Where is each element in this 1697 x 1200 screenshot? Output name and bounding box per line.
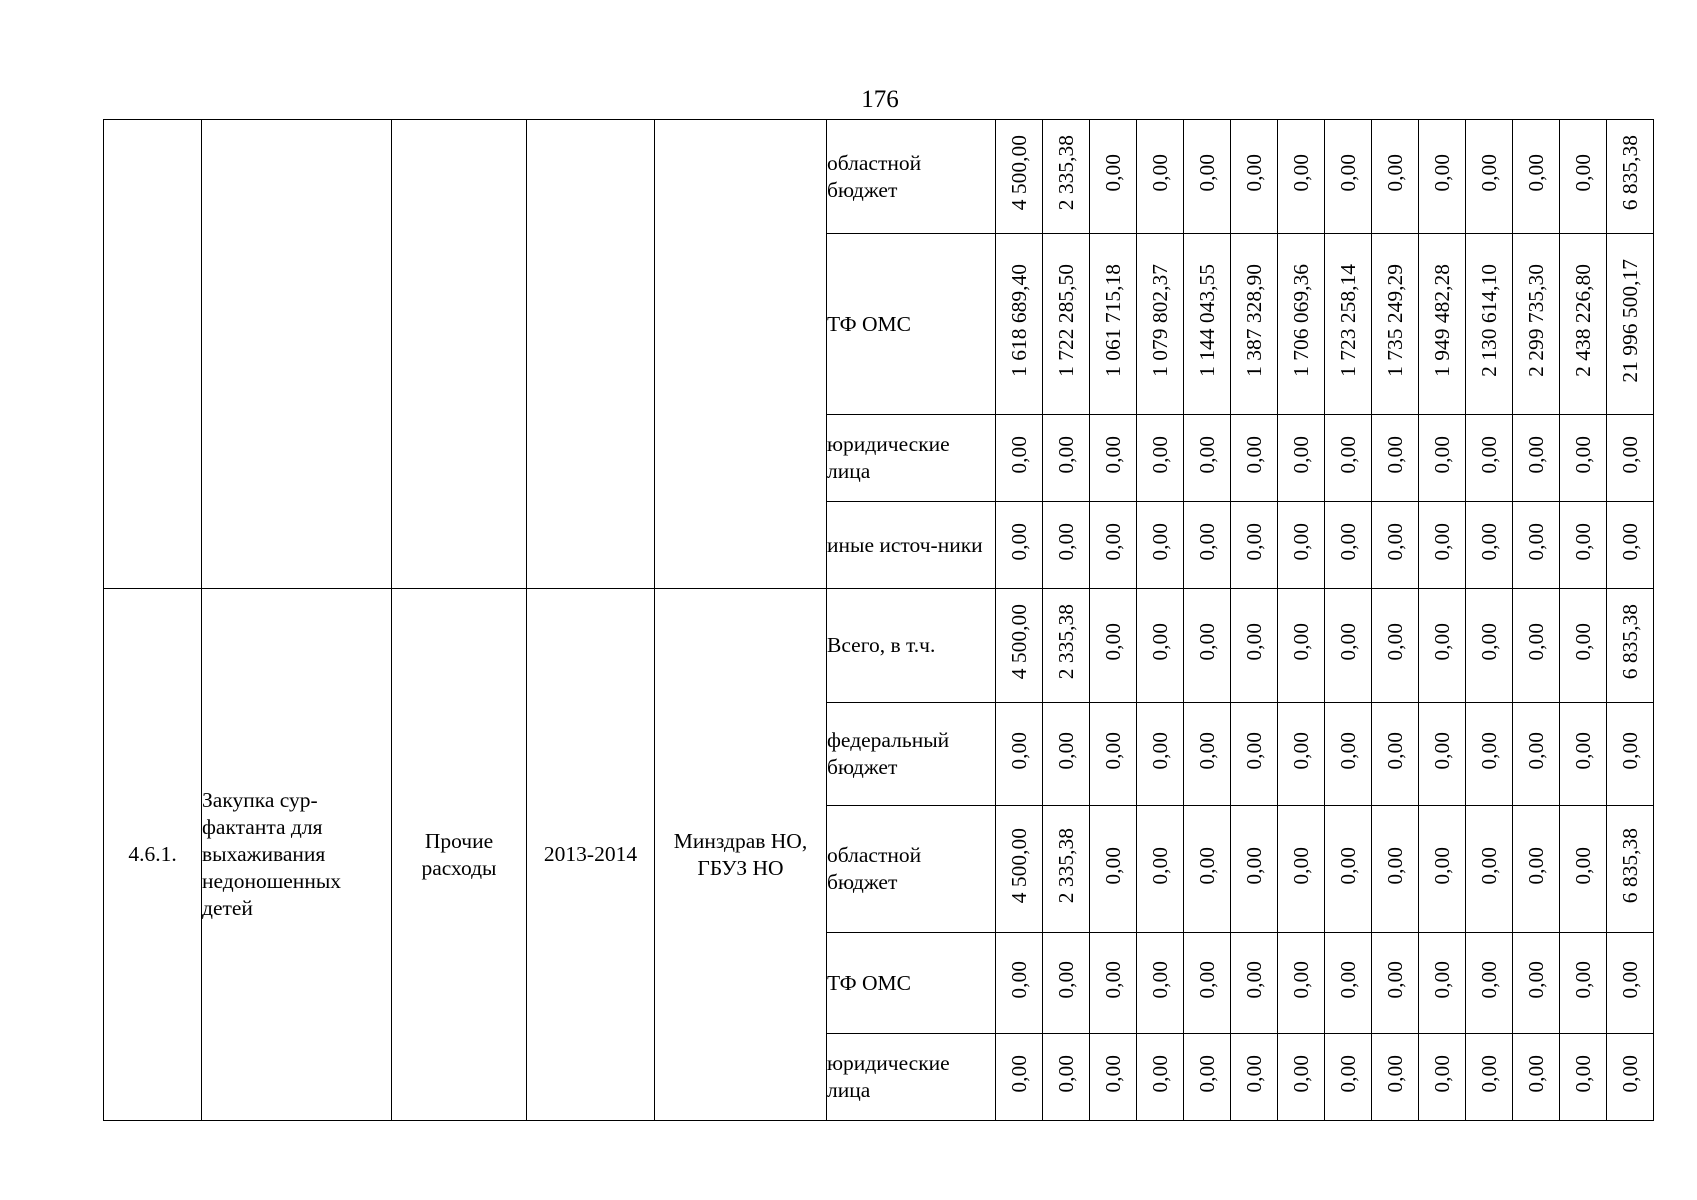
amount-total-cell: 0,00 [1617,731,1642,770]
amount-cell: 0,00 [1147,1054,1172,1093]
amount-cell: 0,00 [1335,846,1360,885]
amount-cell: 0,00 [1523,154,1548,192]
amount-cell: 0,00 [1194,435,1219,474]
amount-cell: 2 335,38 [1053,827,1078,904]
amount-total-cell: 0,00 [1617,435,1642,474]
cont-name-cell [202,120,392,589]
amount-cell: 0,00 [1053,435,1078,474]
amount-cell: 0,00 [1429,1054,1454,1093]
amount-cell: 0,00 [1335,623,1360,661]
cont-executor-cell [655,120,827,589]
amount-cell: 0,00 [1100,522,1125,561]
amount-cell: 0,00 [1570,522,1595,561]
amount-cell: 0,00 [1476,846,1501,885]
cont-row-oblast [104,120,1654,234]
amount-cell: 0,00 [1429,846,1454,885]
amount-cell: 0,00 [1241,623,1266,661]
amount-cell: 0,00 [1476,960,1501,999]
funding-source: ТФ ОМС [827,933,996,1034]
amount-cell: 0,00 [1053,1054,1078,1093]
amount-total-cell: 6 835,38 [1617,604,1642,680]
amount-cell: 0,00 [1006,522,1031,561]
amount-cell: 0,00 [1570,1054,1595,1093]
item-number: 4.6.1. [104,589,202,1121]
cont-number-cell [104,120,202,589]
amount-cell: 0,00 [1100,435,1125,474]
amount-cell: 0,00 [1335,1054,1360,1093]
amount-cell: 0,00 [1147,960,1172,999]
amount-cell: 0,00 [1382,1054,1407,1093]
amount-cell: 4 500,00 [1006,604,1031,680]
amount-cell: 0,00 [1288,154,1313,192]
amount-cell: 1 949 482,28 [1429,264,1454,377]
amount-cell: 0,00 [1006,435,1031,474]
amount-cell: 1 144 043,55 [1194,264,1219,377]
amount-total-cell: 6 835,38 [1617,827,1642,904]
amount-cell: 0,00 [1194,623,1219,661]
amount-cell: 0,00 [1100,154,1125,192]
amount-cell: 0,00 [1241,435,1266,474]
amount-cell: 0,00 [1523,846,1548,885]
amount-cell: 0,00 [1476,435,1501,474]
amount-cell: 0,00 [1335,960,1360,999]
amount-cell: 0,00 [1100,960,1125,999]
amount-cell: 0,00 [1476,623,1501,661]
amount-cell: 0,00 [1570,960,1595,999]
amount-cell: 0,00 [1335,435,1360,474]
funding-source: Всего, в т.ч. [827,589,996,703]
funding-source: юридические лица [827,1034,996,1121]
amount-cell: 0,00 [1523,1054,1548,1093]
amount-cell: 0,00 [1570,435,1595,474]
amount-cell: 0,00 [1241,960,1266,999]
cont-expense-cell [392,120,527,589]
amount-cell: 0,00 [1006,960,1031,999]
amount-cell: 0,00 [1241,154,1266,192]
amount-cell: 0,00 [1147,522,1172,561]
item-row-total [104,589,1654,703]
amount-cell: 0,00 [1382,435,1407,474]
amount-cell: 0,00 [1382,522,1407,561]
amount-total-cell: 0,00 [1617,522,1642,561]
amount-cell: 0,00 [1053,960,1078,999]
amount-cell: 1 061 715,18 [1100,264,1125,377]
funding-source: областной бюджет [827,120,996,234]
amount-cell: 0,00 [1476,522,1501,561]
amount-cell: 1 079 802,37 [1147,264,1172,377]
amount-cell: 2 335,38 [1053,135,1078,211]
amount-cell: 0,00 [1476,1054,1501,1093]
funding-source: ТФ ОМС [827,234,996,415]
funding-source: иные источ-ники [827,502,996,589]
amount-total-cell: 0,00 [1617,960,1642,999]
amount-cell: 1 706 069,36 [1288,264,1313,377]
amount-cell: 2 130 614,10 [1476,264,1501,377]
amount-cell: 0,00 [1523,435,1548,474]
amount-cell: 0,00 [1429,435,1454,474]
item-name: Закупка сур-фактанта для выхаживания недоношенных детей [202,589,392,1121]
amount-cell: 0,00 [1194,154,1219,192]
funding-source: областной бюджет [827,806,996,933]
amount-cell: 0,00 [1288,846,1313,885]
amount-cell: 0,00 [1147,731,1172,770]
amount-cell: 0,00 [1288,522,1313,561]
item-executor: Минздрав НО, ГБУЗ НО [655,589,827,1121]
amount-cell: 2 299 735,30 [1523,264,1548,377]
amount-cell: 0,00 [1100,731,1125,770]
amount-total-cell: 6 835,38 [1617,135,1642,211]
amount-cell: 0,00 [1147,623,1172,661]
amount-cell: 1 735 249,29 [1382,264,1407,377]
amount-cell: 4 500,00 [1006,827,1031,904]
amount-cell: 4 500,00 [1006,135,1031,211]
amount-cell: 2 335,38 [1053,604,1078,680]
funding-source: федеральный бюджет [827,703,996,806]
amount-cell: 0,00 [1476,154,1501,192]
amount-cell: 0,00 [1523,960,1548,999]
item-expense-type: Прочие расходы [392,589,527,1121]
amount-cell: 0,00 [1335,154,1360,192]
amount-cell: 0,00 [1241,522,1266,561]
amount-cell: 0,00 [1382,960,1407,999]
amount-cell: 0,00 [1147,435,1172,474]
amount-cell: 0,00 [1570,731,1595,770]
page-number: 176 [861,86,899,113]
amount-cell: 0,00 [1288,1054,1313,1093]
amount-cell: 0,00 [1053,731,1078,770]
amount-cell: 0,00 [1241,731,1266,770]
amount-cell: 0,00 [1429,623,1454,661]
amount-cell: 0,00 [1429,154,1454,192]
amount-cell: 0,00 [1523,731,1548,770]
amount-cell: 0,00 [1429,522,1454,561]
amount-cell: 0,00 [1429,960,1454,999]
amount-cell: 0,00 [1570,846,1595,885]
amount-cell: 0,00 [1335,731,1360,770]
amount-cell: 0,00 [1429,731,1454,770]
amount-cell: 0,00 [1335,522,1360,561]
amount-cell: 1 387 328,90 [1241,264,1266,377]
amount-cell: 1 723 258,14 [1335,264,1360,377]
amount-cell: 1 722 285,50 [1053,264,1078,377]
amount-cell: 0,00 [1382,731,1407,770]
budget-table [103,119,1654,1121]
amount-cell: 0,00 [1288,435,1313,474]
amount-cell: 0,00 [1100,1054,1125,1093]
amount-cell: 0,00 [1053,522,1078,561]
amount-cell: 0,00 [1476,731,1501,770]
amount-cell: 2 438 226,80 [1570,264,1595,377]
amount-cell: 0,00 [1006,1054,1031,1093]
amount-cell: 0,00 [1241,1054,1266,1093]
amount-cell: 0,00 [1288,960,1313,999]
amount-cell: 0,00 [1570,623,1595,661]
amount-cell: 0,00 [1006,731,1031,770]
funding-source: юридические лица [827,415,996,502]
amount-cell: 0,00 [1241,846,1266,885]
amount-cell: 0,00 [1194,522,1219,561]
amount-cell: 0,00 [1288,731,1313,770]
amount-cell: 0,00 [1382,623,1407,661]
amount-cell: 1 618 689,40 [1006,264,1031,377]
amount-cell: 0,00 [1382,154,1407,192]
amount-cell: 0,00 [1147,846,1172,885]
amount-total-cell: 0,00 [1617,1054,1642,1093]
amount-cell: 0,00 [1523,522,1548,561]
amount-cell: 0,00 [1100,623,1125,661]
amount-cell: 0,00 [1288,623,1313,661]
amount-cell: 0,00 [1194,1054,1219,1093]
amount-cell: 0,00 [1100,846,1125,885]
amount-cell: 0,00 [1194,846,1219,885]
amount-cell: 0,00 [1523,623,1548,661]
cont-period-cell [527,120,655,589]
amount-cell: 0,00 [1382,846,1407,885]
amount-cell: 0,00 [1147,154,1172,192]
item-period: 2013-2014 [527,589,655,1121]
amount-cell: 0,00 [1194,960,1219,999]
amount-cell: 0,00 [1194,731,1219,770]
amount-cell: 0,00 [1570,154,1595,192]
amount-total-cell: 21 996 500,17 [1617,258,1642,383]
